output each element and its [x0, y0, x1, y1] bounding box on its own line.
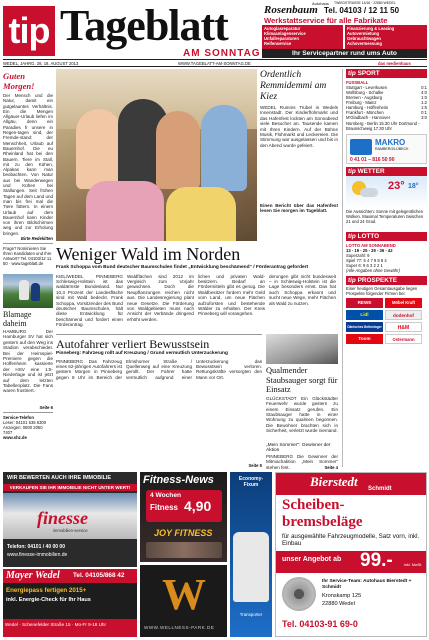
- masthead: [0, 0, 429, 58]
- main-story: [56, 244, 338, 332]
- right-sidebar: tip SPORT FUSSBALL Stuttgart - Leverkusen 0:1 Wolfsburg - Schalke 4:0 Bremen - Augsburg 1:0 Freiburg - Mainz 1:2 Hamburg - Hoffenheim 1:5 Frankfurt - München 0:1 M'Gladbach - Hannover 3:0 Nürnberg - Berlin 15.30 Uhr Dortmund - Braunschweig 17.30 Uhr MAKRO RAMBERG/LÜBECK 0 41 01 – 816 50 90 tip WETTER 23° 18° Die Aussichten: Sonne mit gelegentlichen Wolken. Maximal Temperaturen zwischen 21 und 24 Grad. tip LOTTO LOTTO AM SONNABEND 13 - 19 - 25 - 29 - 36 - 42 Superzahl: 9 Spiel 77: 5 4 7 9 8 8 4 Super 6: 9 6 3 2 2 1 (Alle Angaben ohne Gewähr) tip PROSPEKTE Einer heutigen Gesamtausgabe liegen Prospekte folgender Firmen bei: REWE Möbel Kraft Lidl dodenhof Dänisches Bettenlager H&M Toom Ostermann: [342, 69, 427, 467]
- qualmender-text: GLÜCKSTADT Ein Glückstädter Feuerwehr wurde gestern zu einem Einsatz gerufen. Ein Staubsauger hatte in einer Wohnung zu qualmen begonnen. Die Bewohner brachten sich in Sicherheit, verletzt wurde niemand.: [266, 395, 338, 434]
- cloud-icon: [360, 188, 378, 197]
- bierstedt-ad[interactable]: Bierstedt Schmidt Scheiben-bremsbeläge für ausgewählte Fahrzeugmodelle, Satz vorn, inkl. Einbau unser Angebot ab 99.- inkl. MwSt. Ihr Service-Team: Autohaus Bierstedt + Schmidt Kronskamp 125 22880 Wedel Tel. 04103-91 69-0: [275, 472, 427, 637]
- qualmender-story: Qualmender Staubsauger sorgt für Einsatz GLÜCKSTADT Ein Glückstädter Feuerwehr wurde gestern zu einem Einsatz gerufen. Ein Staubsauger hatte in einer Wohnung zu qualmen begonnen. Die Bewohner brachten sich in Sicherheit, verletzt wurde niemand. „Mein Sommer“: Gewinner der Aktion PINNEBERG Die Gewinner der Mitmachaktion „Mein Sommer“ stehen fest. Seite 4: [266, 334, 338, 468]
- result-row: Hamburg - Hoffenheim 1:5: [346, 105, 427, 110]
- second-text: PINNEBERG Das Fahrzeug eines 62-jährigen Autofahrers ist gestern Morgen in Pinneberg gegen 8 Uhr im Bereich der Elmshorner Straße / Quellenweg auf eine Kreuzung gerollt. Der Fahrer hatte vermutlich aufgrund einer Unterzuckerung das Bewusstsein verloren. Rettungskräfte versorgten den Mann vor Ort.: [56, 358, 262, 380]
- tip-logo[interactable]: tip: [3, 6, 55, 56]
- lotto-numbers: 13 - 19 - 25 - 29 - 36 - 42: [346, 248, 393, 253]
- quiz-text: Frage? Nominieren Sie Ihren Kandidaten und Ihre Antwort? Tel. 04103/12 11 50 · www.tageblatt.de: [3, 246, 52, 266]
- steam-photo: [266, 334, 338, 364]
- lead-text: WEDEL Rumms Trubel in Wedels Innenstadt. Der Kinderflohmarkt und das Hafenfest lockten am Sonnabend viele Besucher an. Tausende kamen mit Ihren Kindern. Auf der Bühne Musik, Flohmarkt und Leckereien. Die Stimmung war ausgelassen und bis in den Abend wurde gefeiert.: [260, 105, 338, 148]
- result-row: Wolfsburg - Schalke 4:0: [346, 90, 427, 95]
- autohaus-ad[interactable]: Autohaus TWIEDSTRASSE 14/16 · 22880 WEDEL Rosenbaum Tel. 04103 / 12 11 50 Werkstattservice für alle Fabrikate Autoglasreparatur Klimaanlagenservice Unfallreparaturen Reifenservice Finanzierung & Leasing Autovermietung Gebrauchtwagen Achsvermessung Ihr Servicepartner rund ums Auto: [262, 1, 427, 57]
- main-headline: Weniger Wald im Norden: [56, 244, 241, 264]
- brand-logo[interactable]: Ostermann: [385, 334, 422, 344]
- result-row: Frankfurt - München 0:1: [346, 110, 427, 115]
- brake-disc-image: [282, 577, 316, 611]
- blamage-text: HAMBURG Der Hamburger SV hat sich gestern auf den Weg ins Stadion verabschiedet. Bei der Heimspiel-Premiere gegen die Hoffenheim kassierte der HSV eine 1:5-Niederlage und ist jetzt auf dem letzten Tabellenplatz. Die Fans waren frustriert.: [3, 329, 53, 394]
- masthead-subtitle: AM SONNTAG: [183, 48, 261, 59]
- finesse-ad[interactable]: WIR BEWERTEN AUCH IHRE IMMOBILIE VERKAUFEN SIE IHR IMMOBILIE NICHT UNTER WERT! finesse immobilien-service Telefon: 04101 / 40 00 00 www.finesse-immobilien.de: [3, 472, 137, 567]
- second-ref[interactable]: Seite 5: [248, 462, 262, 468]
- football-photo: [3, 274, 53, 308]
- brand-logo[interactable]: Lidl: [346, 310, 383, 320]
- sport-results: [346, 85, 427, 120]
- morning-author: Birte Redekitten: [20, 236, 53, 241]
- economy-ad[interactable]: Economy-Fixum Transporter: [230, 472, 272, 637]
- wetter-header: tip WETTER: [346, 167, 427, 176]
- sport-header: tip SPORT: [346, 69, 427, 78]
- prospekte-logos: [346, 298, 427, 344]
- brand-logo[interactable]: dodenhof: [385, 310, 422, 320]
- left-column: Guten Morgen! Der Mensch und die Natur, damit ein gutgelauntes Verhältnis. Ein die Mengen Allgäuer-Urlaub liefen im Allgäu, denn ein Paradies fr unsere in Regen-tagen sind, der Fremde-stand: der Menschheit, Urlaub auf Bauernhof. Die eu Rheinland hat bei den Bauern. Tiere im Stall, mit zu den Kühen, Alpakas kann man beobachten. Von Natur aus bei Wanderwegen und Kühen bei Stallungen. Seit frühen Tagen auf dem Land und man bis frei mal die Tiere füttern. In einem Urlaub auf dem Bauernhof kann Kinder von ihren Bildschirmen weg und zur Erholung bringen. Birte Redekitten Frage? Nominieren Sie Ihren Kandidaten und Ihre Antwort? Tel. 04103/12 11 50 · www.tageblatt.de Blamage daheim HAMBURG Der Hamburger SV hat sich gestern auf den Weg ins Stadion verabschiedet. Bei der Heimspiel-Premiere gegen die Hoffenheim kassierte der HSV eine 1:5-Niederlage und ist jetzt auf dem letzten Tabellenplatz. Die Fans waren frustriert. Seite 6 Service-Telefon Leser: 04101 535 6300 Anzeigen: 0800 2050 7407 www.shz.de: [3, 71, 53, 440]
- weather-widget: 23° 18°: [346, 176, 427, 208]
- blamage-title: Blamage daheim: [3, 310, 32, 328]
- main-col-3: lichen und privaten Wald-besitzern. Bedarf an Fördermitteln gibt es genug. Die Waldbesitzer fordern mehr Geld vom Land, um neue Flächen aufzuforsten und bestehende Wälder zu erhalten. Der Kreis Pinneberg will vorangehen.: [198, 273, 265, 317]
- van-image: [233, 532, 269, 602]
- main-col-4: derungen gibt nicht bundesweit – in Schleswig-Holstein ist die Lage besonders ernst. Das hat auch Schoppa erkannt und sucht neue Wege, mehr Flächen als Wald zu nutzen.: [269, 273, 336, 306]
- second-headline: Autofahrer verliert Bewusstsein: [56, 337, 210, 351]
- prospekte-header: tip PROSPEKTE: [346, 276, 427, 285]
- lead-photo: [56, 69, 257, 241]
- second-story: [56, 334, 262, 468]
- wellness-ad[interactable]: W WWW.WELLNESS-PARK.DE: [140, 565, 227, 637]
- athlete-image: [146, 542, 222, 558]
- service-partner-banner: Ihr Servicepartner rund ums Auto: [262, 49, 427, 58]
- main-subheadline: Frank Schoppa vom Bund deutscher Baumschulen findet „Entwicklung beschämend“ / Förderantrag gefordert: [56, 265, 309, 270]
- wellness-logo: W: [162, 570, 206, 619]
- finesse-logo: finesse: [37, 508, 88, 528]
- brand-logo[interactable]: H&M: [385, 322, 422, 332]
- masthead-title: Tageblatt: [60, 1, 228, 50]
- result-row: Freiburg - Mainz 1:2: [346, 100, 427, 105]
- lead-ref[interactable]: Einen Bericht über das Hafenfest lesen Sie morgen im Tageblatt.: [260, 203, 338, 214]
- brand-logo[interactable]: REWE: [346, 298, 383, 308]
- service-telefon-label: Service-Telefon: [3, 415, 34, 420]
- main-col-2: Waldflächen sind 2012 im Vergleich zum Vorjahr gewachsen. Doch die Neupflanzungen reichen nicht aus. Die Landesregierung plant neue Gesetze. Die Förderung von Waldgebieten muss nach Ansicht der Verbände dringend erhöht werden.: [127, 273, 194, 322]
- result-row: M'Gladbach - Hannover 3:0: [346, 115, 427, 120]
- services-right: Finanzierung & Leasing Autovermietung Gebrauchtwagen Achsvermessung: [345, 25, 427, 49]
- brand-logo[interactable]: Dänisches Bettenlager: [346, 322, 383, 332]
- brand-logo[interactable]: Möbel Kraft: [385, 298, 422, 308]
- guten-morgen-text: Der Mensch und die Natur, damit ein gutgelauntes Verhältnis. Ein die Mengen Allgäuer-Urlaub liefen im Allgäu, denn ein Paradies fr unsere in Regen-tagen sind, der Fremde-stand: der Menschheit, Urlaub auf Bauernhof. Die eu Rheinland hat bei den Bauern. Tiere im Stall, mit zu den Kühen, Alpakas kann man beobachten. Von Natur aus bei Wanderwegen und Kühen bei Stallungen. Seit frühen Tagen auf dem Land und man bis frei mal die Tiere füttern. In einem Urlaub auf dem Bauernhof kann Kinder von ihren Bildschirmen weg und zur Erholung bringen.: [3, 93, 53, 236]
- main-col-1: KIEL/WEDEL PINNEBERG Schleswig-Holstein ist das waldärmste Bundesland. Nur 10,3 Prozent der Landesfläche sind mit Wald bedeckt. Frank Schoppa, Vorsitzender des Bund deutscher Baumschulen, hält diese Entwicklung für beschämend und fordert einen Förderantrag.: [56, 273, 123, 328]
- fitness-ad[interactable]: Fitness-News 4 Wochen Fitness 4,90 JOY FITNESS: [140, 472, 227, 562]
- result-row: Stuttgart - Leverkusen 0:1: [346, 85, 427, 90]
- mayer-ad[interactable]: Mayer Wedel Tel. 04105/868 42 Energiepass fertigen 2015+ inkl. Energie-Check für Ihr Haus Wedel · Schenefelder Straße 15 · Mo-Fr 9-18 Uhr: [3, 569, 137, 637]
- services-left: Autoglasreparatur Klimaanlagenservice Unfallreparaturen Reifenservice: [262, 25, 343, 49]
- makro-ad[interactable]: MAKRO RAMBERG/LÜBECK 0 41 01 – 816 50 90: [346, 134, 427, 164]
- edition-bar: WEDEL, JAHRG. 28, 18. AUGUST 2013 WWW.TAGEBLATT-AM-SONNTAG.DE das medienhaus: [3, 59, 427, 67]
- mein-sommer-headline: „Mein Sommer“: Gewinner der Aktion: [266, 442, 331, 454]
- qualmender-headline: Qualmender Staubsauger sorgt für Einsatz: [266, 366, 338, 395]
- result-row: Bremen - Augsburg 1:0: [346, 95, 427, 100]
- lotto-header: tip LOTTO: [346, 232, 427, 241]
- service-url[interactable]: www.shz.de: [3, 435, 27, 440]
- second-subheadline: Pinneberg: Fahrzeug rollt auf Kreuzung / Grund vermutlich Unterzuckerung: [56, 351, 228, 356]
- guten-morgen-heading: Guten Morgen!: [3, 71, 35, 91]
- brand-logo[interactable]: Toom: [346, 334, 383, 344]
- lead-kicker-box: [260, 69, 338, 241]
- blamage-ref[interactable]: Seite 6: [39, 405, 53, 410]
- lead-kicker: Ordentlich Remmidemmi am Kiez: [260, 69, 327, 102]
